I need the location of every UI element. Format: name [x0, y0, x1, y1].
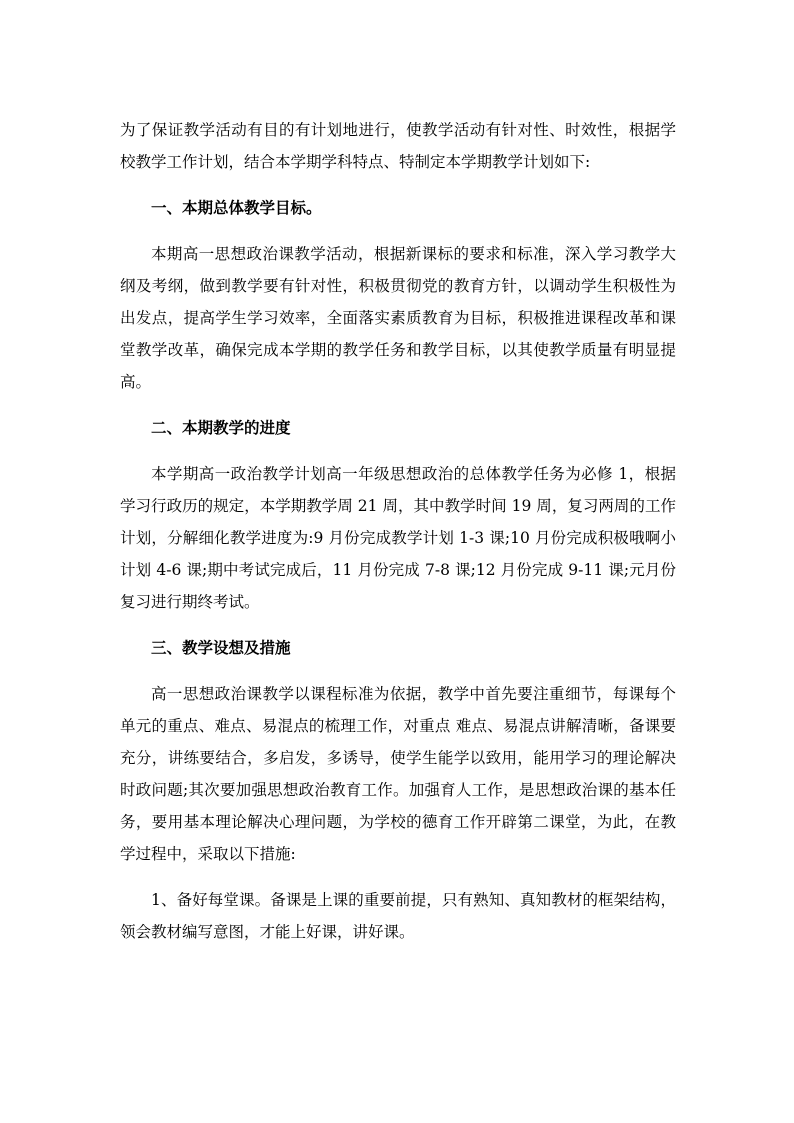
section-1-heading: 一、本期总体教学目标。 [151, 198, 322, 217]
section-2-body: 本学期高一政治教学计划高一年级思想政治的总体教学任务为必修 1，根据学习行政历的规定，本学期教学周 21 周，其中教学时间 19 周，复习两周的工作计划，分解细化教学进度为:9 月份完成教学计划 1-3 课;10 月份完成积极哦啊小计划 4-6 课;期中考试完成后，11 月份完成 7-8 课;12 月份完成 9-11 课;元月份复习进行期终考试。 [120, 465, 676, 611]
intro-paragraph: 为了保证教学活动有目的有计划地进行，使教学活动有针对性、时效性，根据学校教学工作计划，结合本学期学科特点、特制定本学期教学计划如下: [120, 121, 676, 171]
document-page [120, 114, 676, 962]
section-2-heading: 二、本期教学的进度 [151, 418, 291, 437]
section-3-body: 高一思想政治课教学以课程标准为依据，教学中首先要注重细节，每课每个单元的重点、难点、易混点的梳理工作，对重点 难点、易混点讲解清晰，备课要充分，讲练要结合，多启发，多诱导，使学生能学以致用，能用学习的理论解决时政问题;其次要加强思想政治教育工作。加强育人工作，是思想政治课的基本任务，要用基本理论解决心理问题，为学校的德育工作开辟第二课堂，为此，在教学过程中，采取以下措施: [120, 685, 676, 863]
section-1-body: 本期高一思想政治课教学活动，根据新课标的要求和标准，深入学习教学大纲及考纲，做到教学要有针对性，积极贯彻党的教育方针，以调动学生积极性为出发点，提高学生学习效率，全面落实素质教育为目标，积极推进课程改革和课堂教学改革，确保完成本学期的教学任务和教学目标，以其使教学质量有明显提高。 [120, 245, 676, 391]
section-3-item-1: 1、备好每堂课。备课是上课的重要前提，只有熟知、真知教材的框架结构，领会教材编写意图，才能上好课，讲好课。 [120, 891, 676, 941]
section-3-heading: 三、教学设想及措施 [151, 638, 291, 657]
